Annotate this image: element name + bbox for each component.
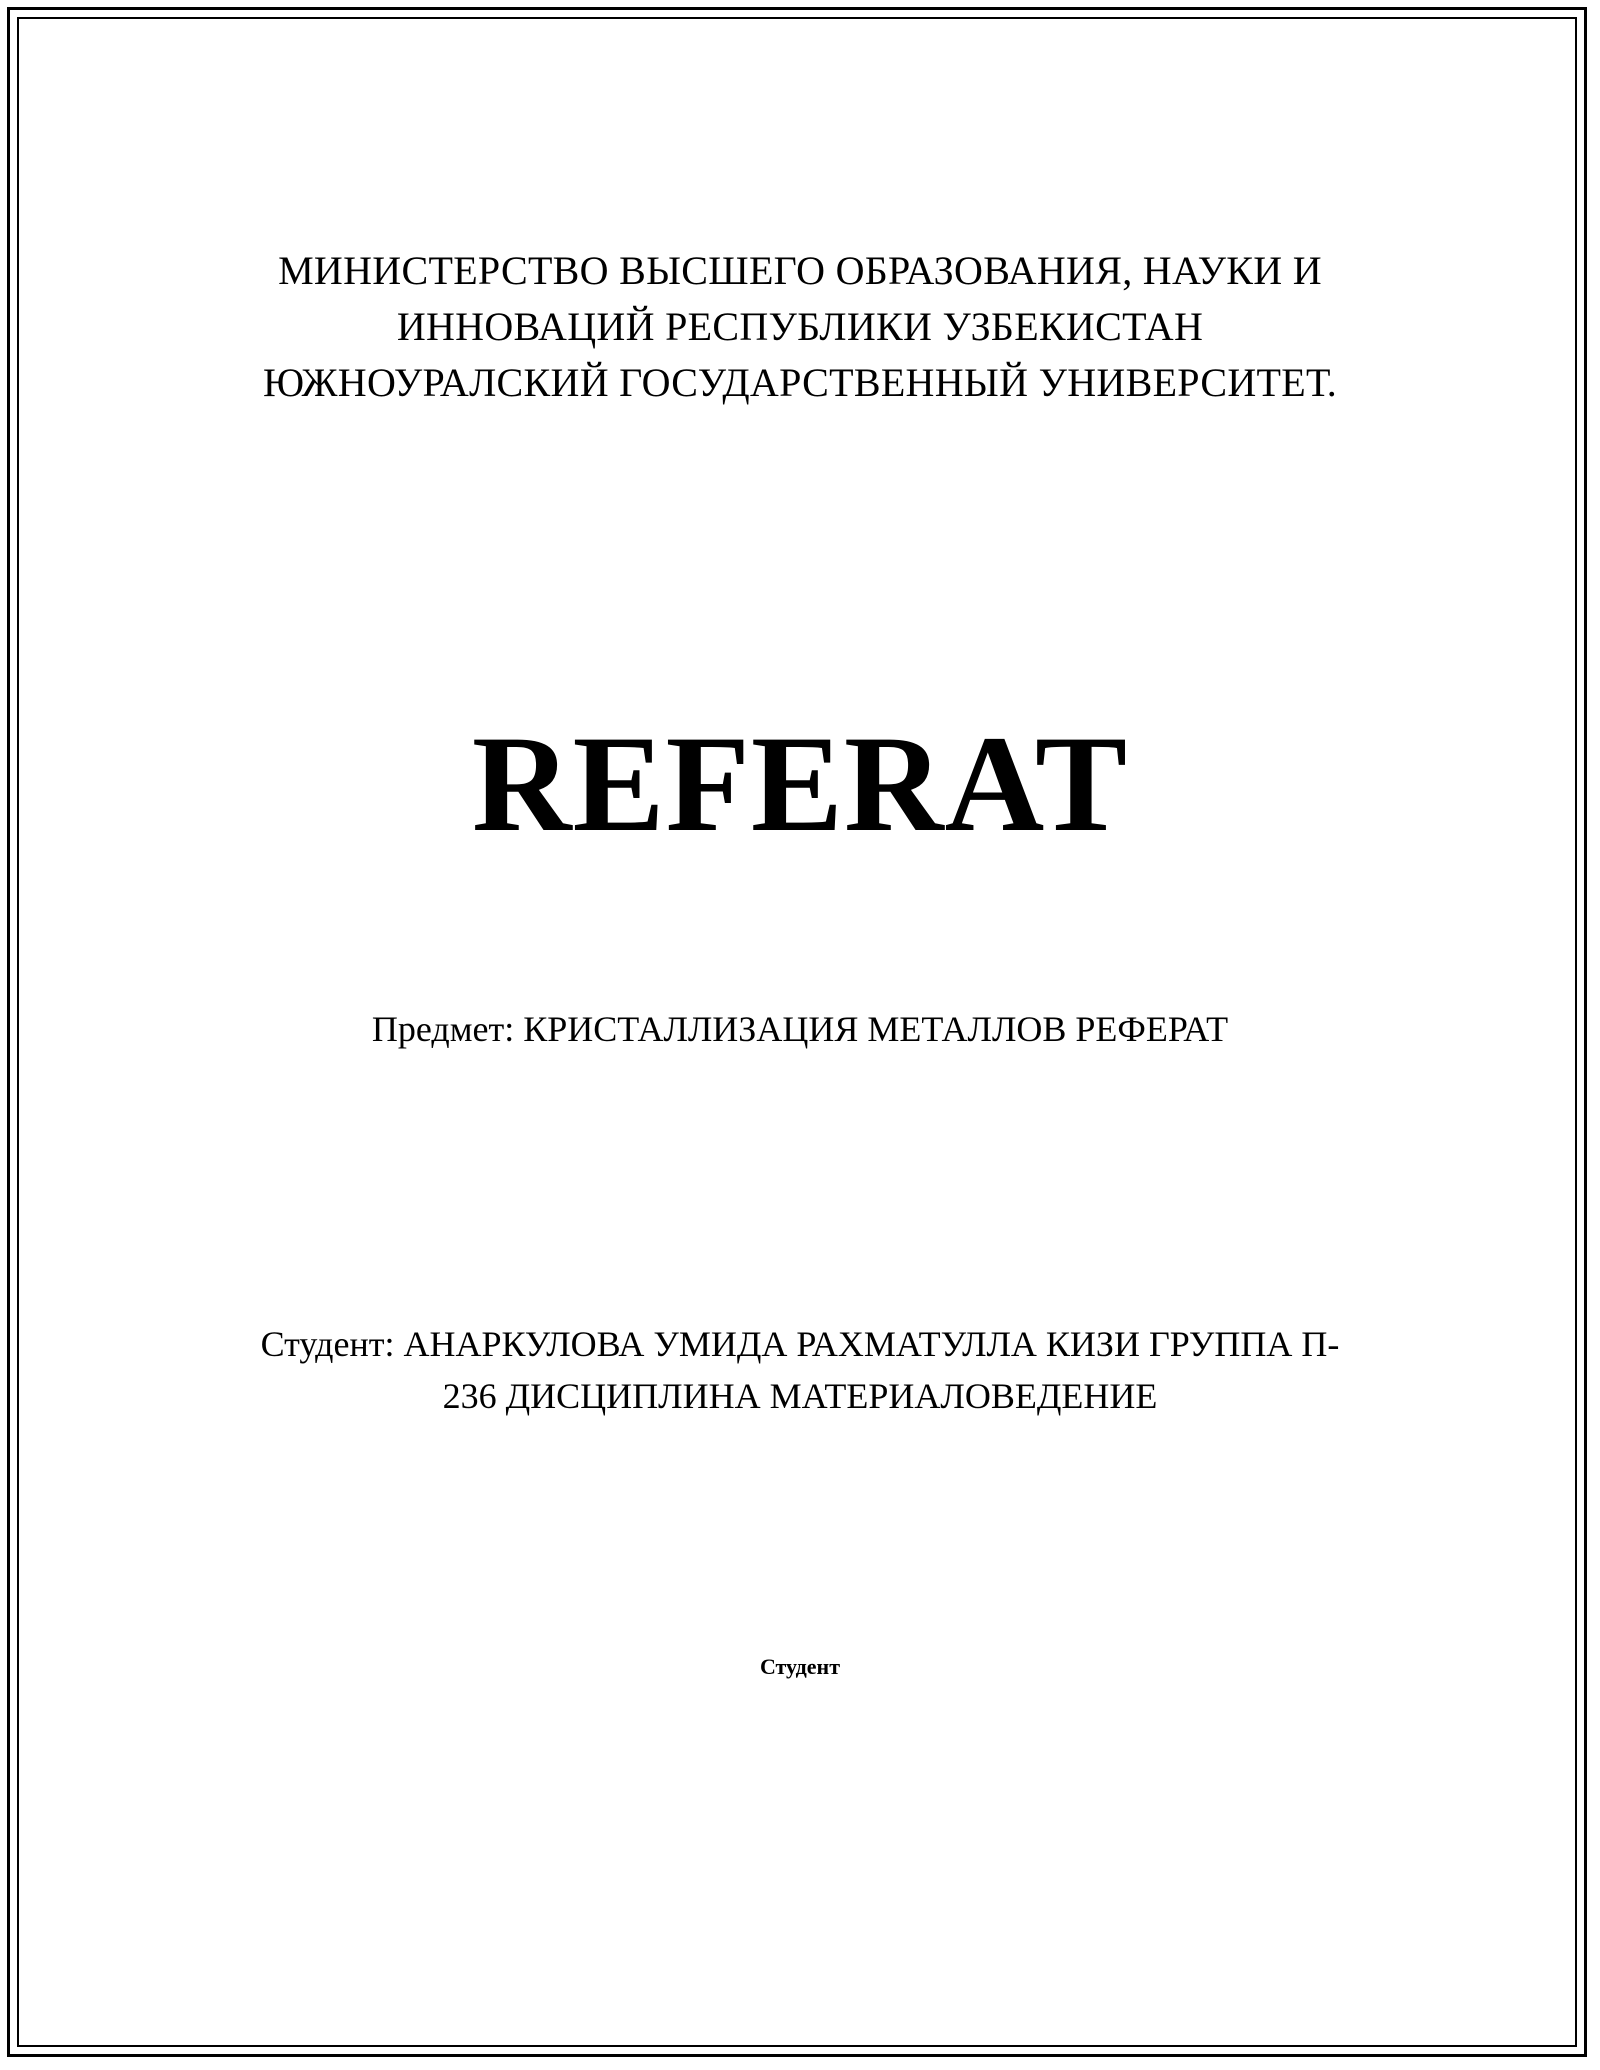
subject-line: Предмет: КРИСТАЛЛИЗАЦИЯ МЕТАЛЛОВ РЕФЕРАТ — [371, 1009, 1229, 1049]
header-line-2: ИННОВАЦИЙ РЕСПУБЛИКИ УЗБЕКИСТАН — [396, 304, 1204, 349]
signature-label: Студент — [759, 1654, 841, 1679]
student-line-2: 236 ДИСЦИПЛИНА МАТЕРИАЛОВЕДЕНИЕ — [442, 1376, 1158, 1416]
header-line-1: МИНИСТЕРСТВО ВЫСШЕГО ОБРАЗОВАНИЯ, НАУКИ И — [278, 248, 1322, 293]
student-info — [0, 1318, 1600, 1422]
header-line-3: ЮЖНОУРАЛСКИЙ ГОСУДАРСТВЕННЫЙ УНИВЕРСИТЕТ. — [263, 360, 1337, 405]
document-title: REFERAT — [471, 707, 1129, 860]
ministry-header — [0, 243, 1600, 411]
student-line-1: Студент: АНАРКУЛОВА УМИДА РАХМАТУЛЛА КИЗИ ГРУППА П- — [260, 1324, 1340, 1364]
